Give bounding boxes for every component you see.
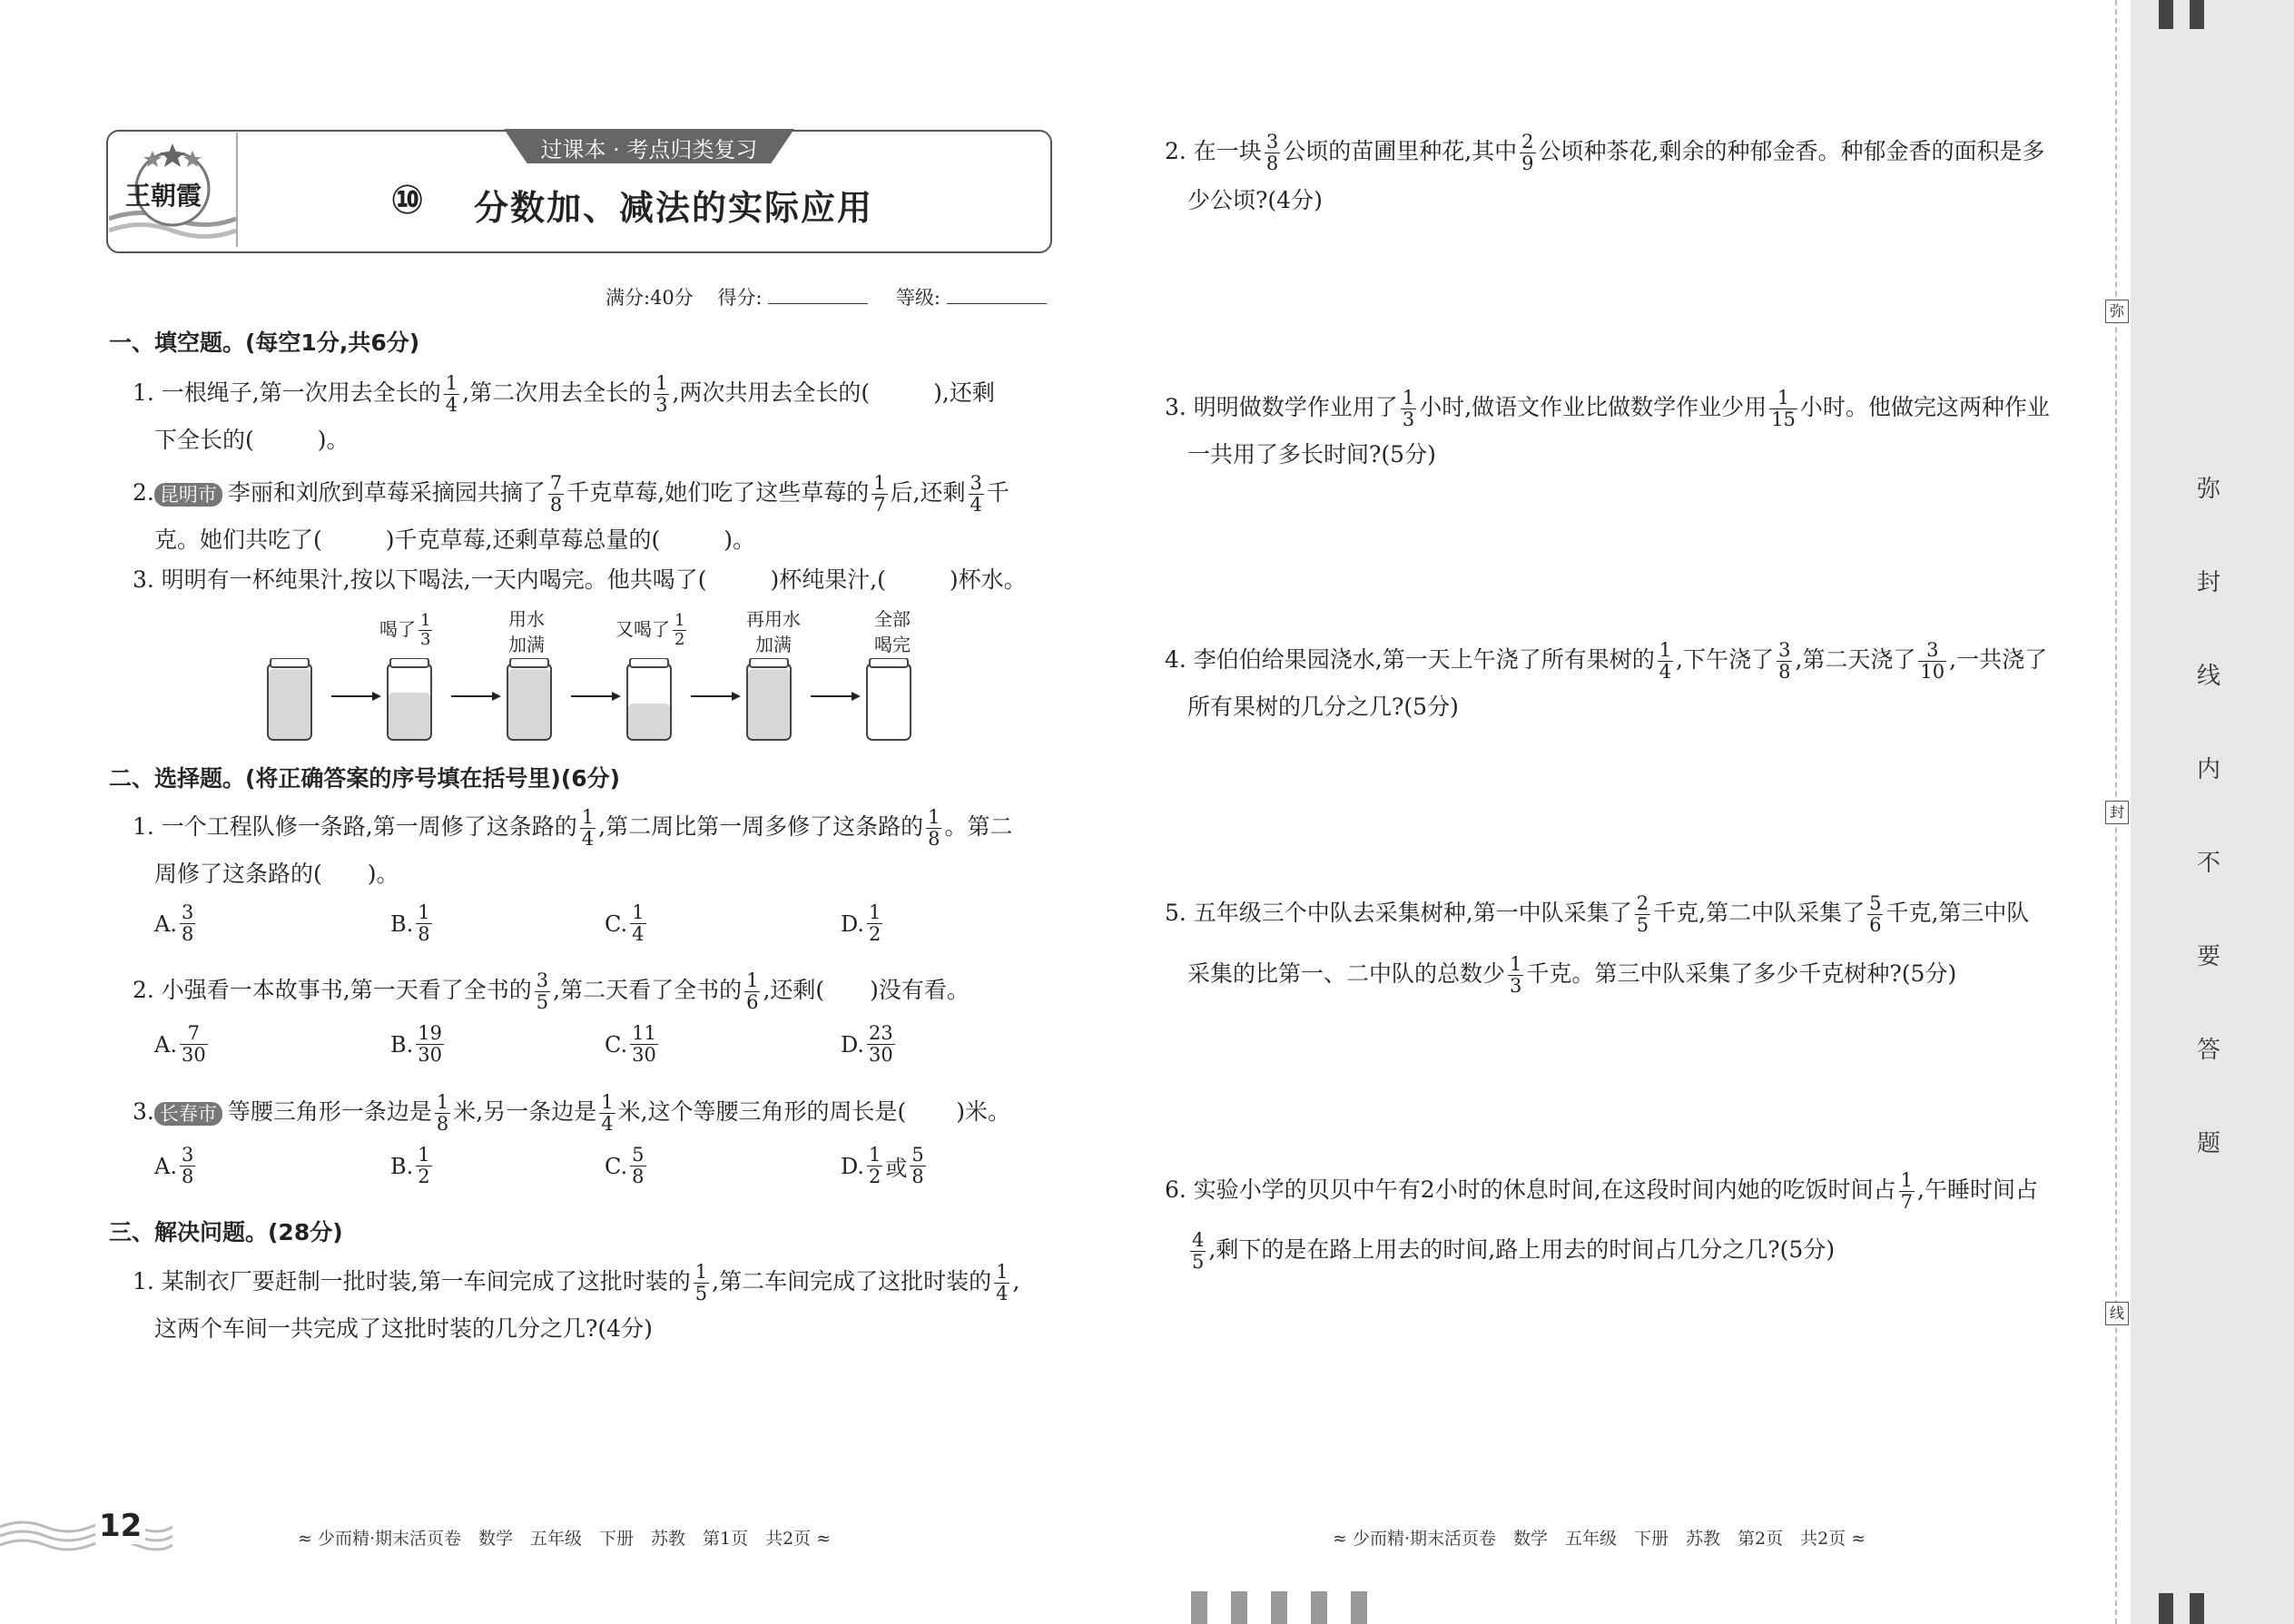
footer-right: ≈ 少而精·期末活页卷 数学 五年级 下册 苏教 第2页 共2页 ≈ [1333, 1529, 1866, 1549]
fraction: $\frac{3}{4}$ [970, 472, 982, 516]
fraction: $\frac{3}{5}$ [536, 969, 549, 1013]
fraction: $\frac{2}{5}$ [1636, 892, 1649, 936]
fraction: $\frac{1}{5}$ [694, 1261, 708, 1304]
question-2-2: 2. 小强看一本故事书,第一天看了全书的 $\frac{3}{5}$ ,第二天看了全书的 $\frac{1}{6}$ ,还剩( )没有看。 [133, 969, 970, 1013]
fraction: $\frac{5}{6}$ [1869, 892, 1882, 936]
step-label: 全部 喝完 [874, 608, 911, 655]
question-2-3: 3. 长春市 等腰三角形一条边是 $\frac{1}{8}$ 米,另一条边是 $\frac{1}{4}$ 米,这个等腰三角形的周长是( )米。 [133, 1091, 1011, 1135]
question-2-1-line2: 周修了这条路的( )。 [154, 861, 399, 887]
binding-margin [2131, 0, 2294, 1624]
option-c[interactable]: C. $\frac{11}{30}$ [605, 1022, 656, 1066]
binding-seal: 弥 [2105, 300, 2129, 323]
binding-mark [2190, 1593, 2204, 1624]
question-3-5: 5. 五年级三个中队去采集树种,第一中队采集了 $\frac{2}{5}$ 千克,第二中队采集了 $\frac{5}{6}$ 千克,第三中队 [1165, 892, 2030, 936]
jar-two-thirds [388, 658, 431, 740]
print-mark [1271, 1591, 1287, 1624]
question-2-1: 1. 一个工程队修一条路,第一周修了这条路的 $\frac{1}{4}$ ,第二周比第一周多修了这条路的 $\frac{1}{8}$ 。第二 [133, 806, 1013, 850]
print-mark [1231, 1591, 1247, 1624]
logo [109, 133, 238, 247]
binding-text-char: 弥 [2197, 476, 2221, 503]
fraction: $\frac{3}{10}$ [1920, 639, 1945, 683]
fraction: $\frac{2}{9}$ [1521, 131, 1534, 174]
option-b[interactable]: B. $\frac{1}{2}$ [390, 1144, 430, 1187]
option-a[interactable]: A. $\frac{3}{8}$ [154, 1144, 194, 1187]
option-b[interactable]: B. $\frac{1}{8}$ [390, 901, 430, 945]
score-line [605, 283, 1047, 310]
fraction: $\frac{3}{8}$ [1778, 639, 1791, 683]
fraction: $\frac{1}{7}$ [1900, 1169, 1914, 1213]
jar-full [268, 658, 311, 740]
option-b[interactable]: B. $\frac{19}{30}$ [390, 1022, 442, 1066]
section-heading: 三、解决问题。(28分) [109, 1219, 343, 1245]
binding-mark [2159, 0, 2173, 29]
fraction: $\frac{1}{3}$ [655, 372, 668, 416]
fraction: $\frac{1}{3}$ [1510, 953, 1522, 997]
jar-refilled-again [747, 658, 791, 740]
full-score: 满分:40分 [605, 287, 694, 309]
fraction: $\frac{1}{8}$ [436, 1091, 449, 1135]
fraction: $\frac{7}{8}$ [549, 472, 563, 516]
fraction: $\frac{1}{15}$ [1771, 387, 1796, 430]
binding-text-char: 题 [2197, 1130, 2221, 1157]
binding-text-char: 线 [2197, 663, 2221, 690]
header-banner-text: 过课本 · 考点归类复习 [540, 137, 758, 162]
question-1-2: 2. 昆明市 李丽和刘欣到草莓采摘园共摘了 $\frac{7}{8}$ 千克草莓,她们吃了这些草莓的 $\frac{1}{7}$ 后,还剩 $\frac{3}{4}$ 千 [133, 472, 1009, 516]
arrow-icon [331, 692, 381, 701]
question-3-4: 4. 李伯伯给果园浇水,第一天上午浇了所有果树的 $\frac{1}{4}$ ,下午浇了 $\frac{3}{8}$ ,第二天浇了 $\frac{3}{10}$ ,一共浇了 [1165, 639, 2048, 683]
option-c[interactable]: C. $\frac{1}{4}$ [605, 901, 645, 945]
fraction: $\frac{1}{7}$ [873, 472, 886, 516]
print-mark [1351, 1591, 1367, 1624]
fraction: $\frac{1}{6}$ [746, 969, 759, 1013]
fraction: $\frac{4}{5}$ [1192, 1229, 1205, 1273]
fraction: $\frac{1}{4}$ [445, 372, 458, 416]
option-c[interactable]: C. $\frac{5}{8}$ [605, 1144, 645, 1187]
binding-text-char: 封 [2197, 569, 2221, 596]
page-wave-decoration [0, 1514, 172, 1560]
region-tag: 长春市 [154, 1102, 222, 1126]
binding-mark [2159, 1593, 2173, 1624]
option-a[interactable]: A. $\frac{3}{8}$ [154, 901, 194, 945]
grade-field[interactable] [947, 303, 1047, 304]
fraction: $\frac{3}{8}$ [1265, 131, 1279, 174]
fraction: $\frac{1}{3}$ [1402, 387, 1415, 430]
question-1-1-line2: 下全长的( )。 [154, 427, 350, 453]
score-field[interactable] [768, 303, 868, 304]
question-3-1: 1. 某制衣厂要赶制一批时装,第一车间完成了这批时装的 $\frac{1}{5}$ ,第二车间完成了这批时装的 $\frac{1}{4}$ , [133, 1261, 1020, 1304]
question-3-3-line2: 一共用了多长时间?(5分) [1187, 441, 1436, 468]
score-label: 得分: [717, 287, 763, 309]
lesson-number: ⑩ [390, 177, 425, 223]
question-3-4-line2: 所有果树的几分之几?(5分) [1187, 694, 1459, 720]
option-d[interactable]: D. $\frac{1}{2}$ 或 $\frac{5}{8}$ [841, 1144, 924, 1187]
question-3-2: 2. 在一块 $\frac{3}{8}$ 公顷的苗圃里种花,其中 $\frac{2}{9}$ 公顷种茶花,剩余的种郁金香。种郁金香的面积是多 [1165, 131, 2045, 174]
option-d[interactable]: D. $\frac{23}{30}$ [841, 1022, 893, 1066]
fraction: $\frac{1}{4}$ [581, 806, 595, 850]
print-mark [1311, 1591, 1327, 1624]
question-1-3: 3. 明明有一杯纯果汁,按以下喝法,一天内喝完。他共喝了( )杯纯果汁,( )杯水。 [133, 566, 1027, 593]
fraction: $\frac{1}{8}$ [928, 806, 940, 850]
grade-label: 等级: [895, 287, 941, 309]
fraction: $\frac{1}{4}$ [601, 1091, 614, 1135]
logo-text: 王朝霞 [125, 181, 202, 211]
binding-text-char: 不 [2197, 850, 2221, 877]
question-3-3: 3. 明明做数学作业用了 $\frac{1}{3}$ 小时,做语文作业比做数学作业少用 $\frac{1}{15}$ 小时。他做完这两种作业 [1165, 387, 2050, 430]
fraction: $\frac{1}{4}$ [1659, 639, 1672, 683]
step-label: 再用水 加满 [746, 608, 801, 655]
arrow-icon [691, 692, 741, 701]
step-label: 喝了 $\frac{1}{3}$ [379, 611, 431, 649]
binding-text-char: 内 [2197, 756, 2221, 783]
print-mark [1191, 1591, 1207, 1624]
jar-refilled [507, 658, 551, 740]
jar-empty [867, 658, 911, 740]
binding-text-char: 答 [2197, 1037, 2221, 1064]
question-3-5-line2: 采集的比第一、二中队的总数少 $\frac{1}{3}$ 千克。第三中队采集了多少千克树种?(5分) [1187, 953, 1957, 997]
juice-diagram [259, 658, 935, 744]
arrow-icon [451, 692, 501, 701]
arrow-icon [811, 692, 861, 701]
step-label: 用水 加满 [508, 608, 545, 655]
jar-half [627, 658, 671, 740]
page-title: 分数加、减法的实际应用 [474, 188, 874, 228]
footer-left: ≈ 少而精·期末活页卷 数学 五年级 下册 苏教 第1页 共2页 ≈ [298, 1529, 832, 1549]
question-3-2-line2: 少公顷?(4分) [1187, 187, 1323, 213]
page-number: 12 [95, 1508, 145, 1544]
question-1-1: 1. 一根绳子,第一次用去全长的 $\frac{1}{4}$ ,第二次用去全长的 $\frac{1}{3}$ ,两次共用去全长的( ),还剩 [133, 372, 995, 416]
fraction: $\frac{1}{4}$ [996, 1261, 1009, 1304]
binding-text-char: 要 [2197, 943, 2221, 970]
option-a[interactable]: A. $\frac{7}{30}$ [154, 1022, 206, 1066]
binding-seal: 线 [2105, 1302, 2129, 1325]
option-d[interactable]: D. $\frac{1}{2}$ [841, 901, 881, 945]
section-heading: 一、填空题。(每空1分,共6分) [109, 330, 420, 356]
section-heading: 二、选择题。(将正确答案的序号填在括号里)(6分) [109, 765, 621, 792]
binding-seal: 封 [2105, 801, 2129, 824]
question-3-6: 6. 实验小学的贝贝中午有2小时的休息时间,在这段时间内她的吃饭时间占 $\frac{1}{7}$ ,午睡时间占 [1165, 1169, 2038, 1213]
question-3-6-line2: $\frac{4}{5}$ ,剩下的是在路上用去的时间,路上用去的时间占几分之几?(5分) [1192, 1229, 1836, 1273]
question-1-2-line2: 克。她们共吃了( )千克草莓,还剩草莓总量的( )。 [154, 527, 755, 553]
question-3-1-line2: 这两个车间一共完成了这批时装的几分之几?(4分) [154, 1315, 653, 1342]
binding-mark [2190, 0, 2204, 29]
step-label: 又喝了 $\frac{1}{2}$ [615, 611, 685, 649]
region-tag: 昆明市 [154, 483, 222, 507]
arrow-icon [571, 692, 621, 701]
